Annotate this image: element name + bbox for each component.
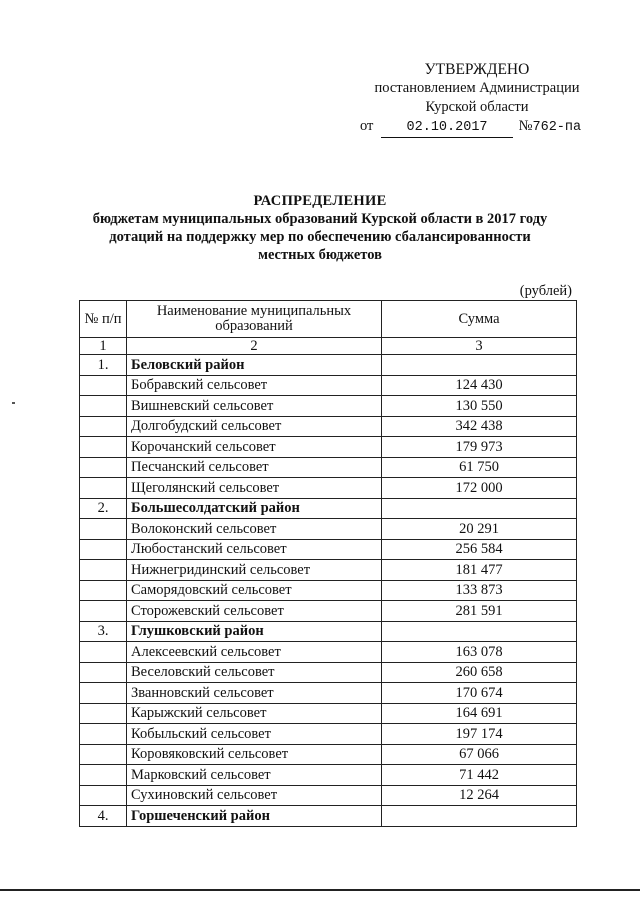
table-row bbox=[80, 416, 577, 437]
row-name: Вишневский сельсовет bbox=[127, 396, 382, 417]
row-number bbox=[80, 744, 127, 765]
row-number bbox=[80, 437, 127, 458]
row-number bbox=[80, 580, 127, 601]
row-number bbox=[80, 457, 127, 478]
row-number bbox=[80, 519, 127, 540]
row-number bbox=[80, 642, 127, 663]
row-name: Большесолдатский район bbox=[127, 498, 382, 519]
approval-issuer: постановлением Администрации bbox=[374, 80, 580, 96]
table-row bbox=[80, 457, 577, 478]
row-number bbox=[80, 785, 127, 806]
row-name: Сухиновский сельсовет bbox=[127, 785, 382, 806]
column-number: 2 bbox=[127, 338, 382, 355]
row-sum: 61 750 bbox=[382, 457, 577, 478]
row-number bbox=[80, 683, 127, 704]
table-row bbox=[80, 703, 577, 724]
row-sum: 197 174 bbox=[382, 724, 577, 745]
table-row bbox=[80, 375, 577, 396]
table-row bbox=[80, 662, 577, 683]
row-number bbox=[80, 662, 127, 683]
row-name: Глушковский район bbox=[127, 621, 382, 642]
table-row bbox=[80, 580, 577, 601]
row-number bbox=[80, 396, 127, 417]
approval-date-line bbox=[352, 117, 602, 138]
district-row bbox=[80, 806, 577, 827]
title-line-2: дотаций на поддержку мер по обеспечению сбалансированности bbox=[109, 229, 531, 245]
row-sum: 342 438 bbox=[382, 416, 577, 437]
row-name: Сторожевский сельсовет bbox=[127, 601, 382, 622]
table-row bbox=[80, 437, 577, 458]
budget-table bbox=[79, 300, 577, 827]
row-sum bbox=[382, 806, 577, 827]
title-line-1: бюджетам муниципальных образований Курской области в 2017 году bbox=[92, 211, 548, 227]
row-number: 4. bbox=[80, 806, 127, 827]
column-number-row bbox=[80, 338, 577, 355]
row-number bbox=[80, 703, 127, 724]
row-name: Алексеевский сельсовет bbox=[127, 642, 382, 663]
scan-artifact bbox=[12, 402, 15, 404]
row-sum: 67 066 bbox=[382, 744, 577, 765]
table-row bbox=[80, 519, 577, 540]
table-row bbox=[80, 744, 577, 765]
row-name: Званновский сельсовет bbox=[127, 683, 382, 704]
approval-region: Курской области bbox=[425, 99, 529, 115]
header-no: № п/п bbox=[80, 301, 127, 338]
header-sum: Сумма bbox=[382, 301, 577, 338]
row-name: Саморядовский сельсовет bbox=[127, 580, 382, 601]
approval-date: 02.10.2017 bbox=[381, 118, 513, 138]
row-name: Корочанский сельсовет bbox=[127, 437, 382, 458]
row-sum: 124 430 bbox=[382, 375, 577, 396]
row-name: Кобыльский сельсовет bbox=[127, 724, 382, 745]
row-sum: 12 264 bbox=[382, 785, 577, 806]
row-name: Песчанский сельсовет bbox=[127, 457, 382, 478]
row-name: Горшеченский район bbox=[127, 806, 382, 827]
row-number: 3. bbox=[80, 621, 127, 642]
row-name: Любостанский сельсовет bbox=[127, 539, 382, 560]
district-row bbox=[80, 621, 577, 642]
row-sum bbox=[382, 498, 577, 519]
document-title bbox=[60, 192, 580, 264]
row-sum: 172 000 bbox=[382, 478, 577, 499]
row-sum: 256 584 bbox=[382, 539, 577, 560]
row-name: Беловский район bbox=[127, 355, 382, 376]
row-number: 2. bbox=[80, 498, 127, 519]
title-line-3: местных бюджетов bbox=[258, 247, 382, 263]
table-row bbox=[80, 478, 577, 499]
row-name: Щеголянский сельсовет bbox=[127, 478, 382, 499]
date-prefix: от bbox=[360, 118, 374, 134]
row-name: Волоконский сельсовет bbox=[127, 519, 382, 540]
table-row bbox=[80, 396, 577, 417]
row-number: 1. bbox=[80, 355, 127, 376]
row-sum: 164 691 bbox=[382, 703, 577, 724]
table-row bbox=[80, 642, 577, 663]
number-prefix: № bbox=[518, 118, 533, 134]
title-main: РАСПРЕДЕЛЕНИЕ bbox=[253, 193, 387, 209]
table-row bbox=[80, 683, 577, 704]
row-sum: 170 674 bbox=[382, 683, 577, 704]
row-sum: 181 477 bbox=[382, 560, 577, 581]
scan-edge-line bbox=[0, 889, 640, 891]
row-number bbox=[80, 375, 127, 396]
row-name: Долгобудский сельсовет bbox=[127, 416, 382, 437]
approval-status: УТВЕРЖДЕНО bbox=[424, 61, 530, 78]
table-row bbox=[80, 724, 577, 745]
row-number bbox=[80, 539, 127, 560]
approval-number: 762-па bbox=[532, 120, 582, 135]
row-sum: 20 291 bbox=[382, 519, 577, 540]
row-number bbox=[80, 724, 127, 745]
header-name: Наименование муниципальных образований bbox=[127, 301, 382, 338]
row-sum: 71 442 bbox=[382, 765, 577, 786]
budget-table-body bbox=[80, 301, 577, 827]
table-row bbox=[80, 785, 577, 806]
table-row bbox=[80, 765, 577, 786]
approval-stamp bbox=[352, 60, 602, 138]
row-sum: 133 873 bbox=[382, 580, 577, 601]
table-row bbox=[80, 539, 577, 560]
row-name: Нижнегридинский сельсовет bbox=[127, 560, 382, 581]
row-number bbox=[80, 416, 127, 437]
row-number bbox=[80, 560, 127, 581]
row-number bbox=[80, 601, 127, 622]
row-name: Марковский сельсовет bbox=[127, 765, 382, 786]
table-row bbox=[80, 601, 577, 622]
district-row bbox=[80, 498, 577, 519]
column-number: 3 bbox=[382, 338, 577, 355]
column-number: 1 bbox=[80, 338, 127, 355]
row-sum bbox=[382, 621, 577, 642]
row-sum: 130 550 bbox=[382, 396, 577, 417]
row-number bbox=[80, 765, 127, 786]
row-name: Карыжский сельсовет bbox=[127, 703, 382, 724]
row-sum bbox=[382, 355, 577, 376]
row-sum: 179 973 bbox=[382, 437, 577, 458]
row-sum: 260 658 bbox=[382, 662, 577, 683]
table-header-row bbox=[80, 301, 577, 338]
unit-label: (рублей) bbox=[519, 283, 572, 299]
district-row bbox=[80, 355, 577, 376]
row-sum: 163 078 bbox=[382, 642, 577, 663]
row-sum: 281 591 bbox=[382, 601, 577, 622]
row-number bbox=[80, 478, 127, 499]
row-name: Веселовский сельсовет bbox=[127, 662, 382, 683]
row-name: Коровяковский сельсовет bbox=[127, 744, 382, 765]
row-name: Бобравский сельсовет bbox=[127, 375, 382, 396]
table-row bbox=[80, 560, 577, 581]
